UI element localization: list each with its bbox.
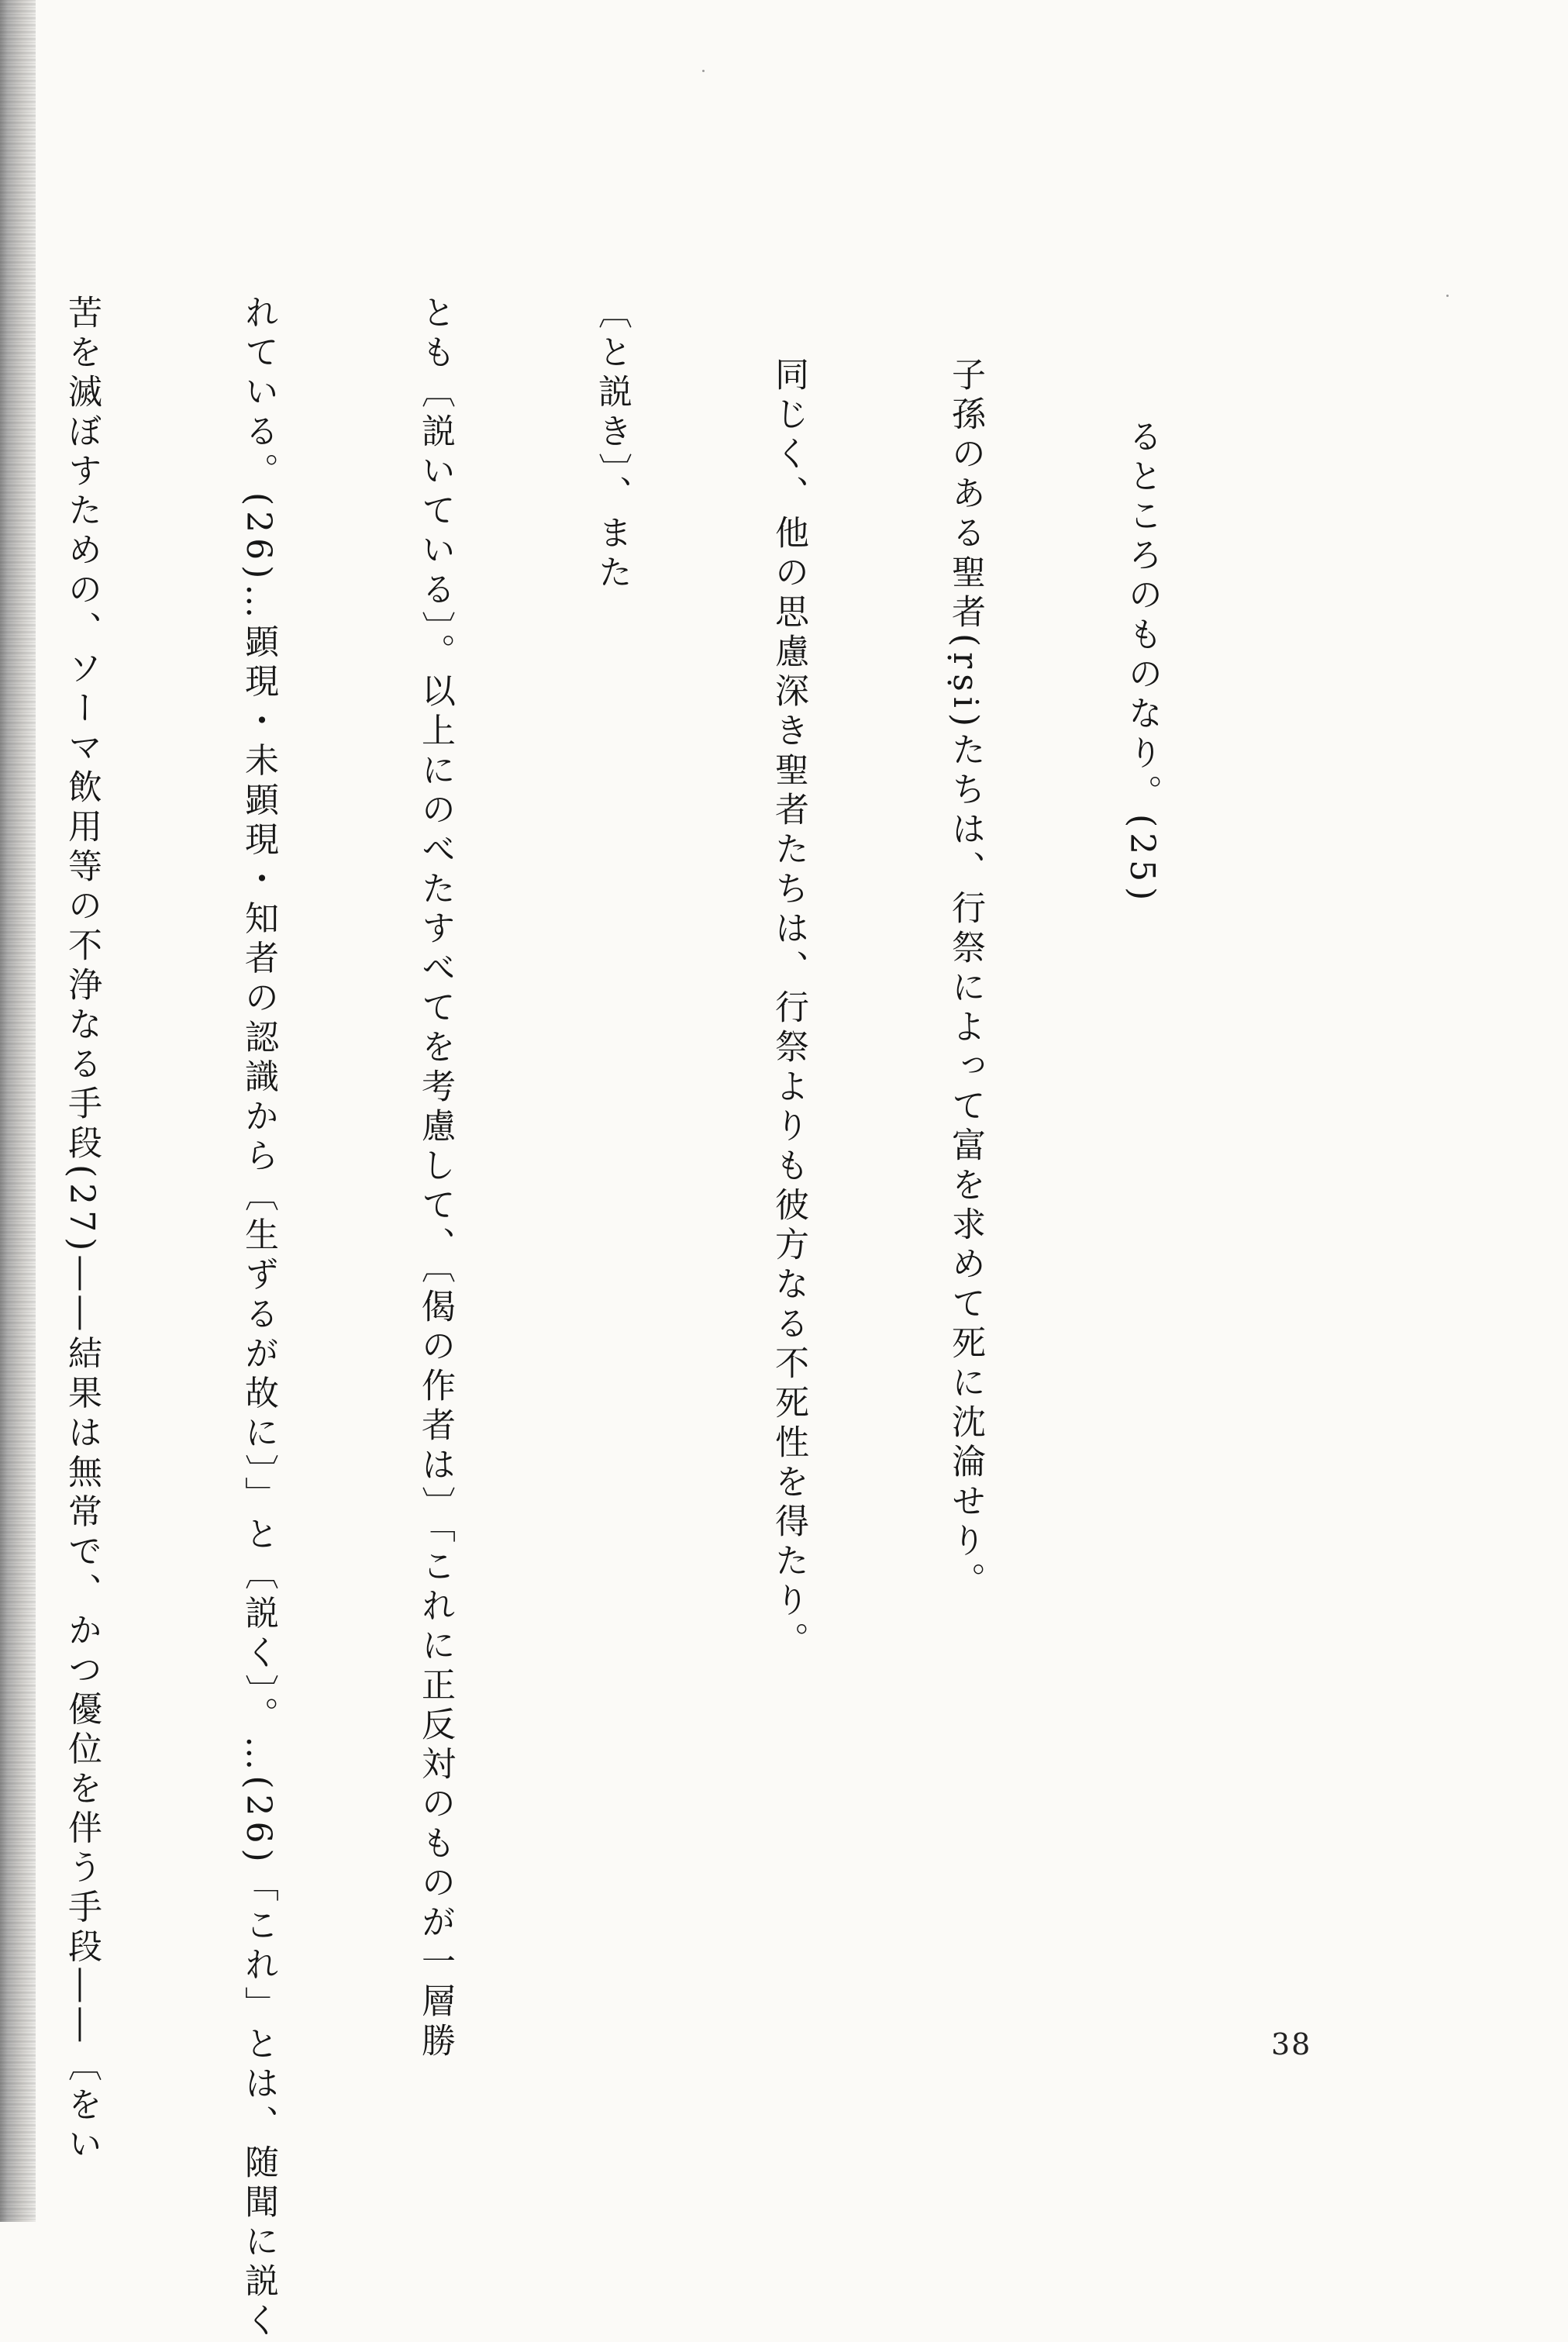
text-line-verse: 同じく、他の思慮深き聖者たちは、行祭よりも彼方なる不死性を得たり。	[769, 357, 808, 1661]
scan-speck	[702, 70, 705, 72]
vertical-text-block	[0, 295, 1289, 2342]
text-line: 〔と説き〕、また	[592, 295, 632, 594]
text-line: れている。(26)…顕現・未顕現・知者の認識から〔生ずるが故に〕」と〔説く〕。…(26)「これ」とは、随聞に説く	[239, 295, 278, 2342]
text-line-verse-end: るところのものなり。(25)	[1122, 419, 1162, 906]
scan-speck	[1446, 295, 1449, 297]
text-line: 苦を滅ぼすための、ソーマ飲用等の不浄なる手段(27)――結果は無常で、かつ優位を伴う手段――〔をい	[62, 295, 102, 2166]
page-number: 38	[1271, 2027, 1312, 2061]
text-line: とも〔説いている〕。以上にのべたすべてを考慮して、〔偈の作者は〕「これに正反対のものが一層勝	[415, 295, 455, 2062]
text-line-verse: 子孫のある聖者(ṛṣi)たちは、行祭によって富を求めて死に沈淪せり。	[946, 357, 985, 1602]
